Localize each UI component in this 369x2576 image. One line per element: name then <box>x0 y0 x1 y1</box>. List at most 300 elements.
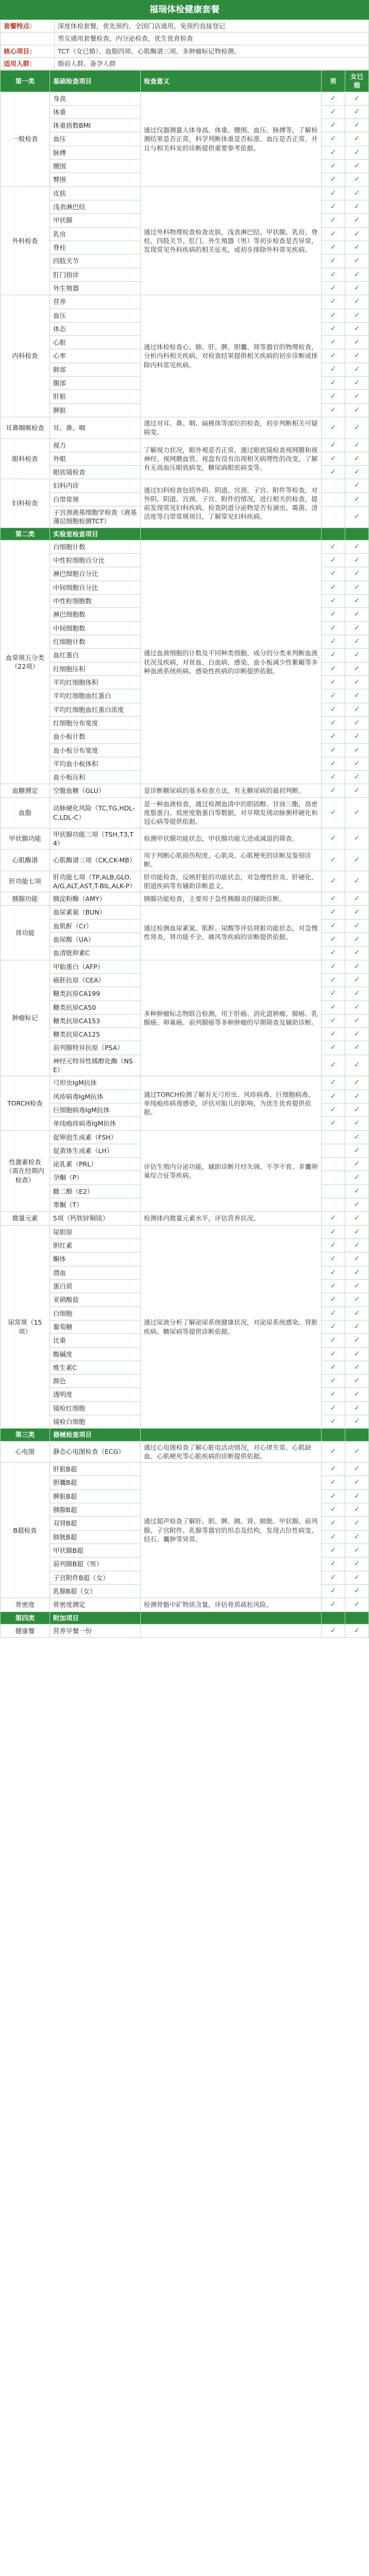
check-icon: ✓ <box>330 423 337 432</box>
exam-item: 红细胞分布宽度 <box>50 716 141 730</box>
exam-item: 皮肤 <box>50 187 141 200</box>
exam-item: 亚硝酸盐 <box>50 1293 141 1307</box>
female-check-cell <box>345 621 369 635</box>
exam-item: 白带常规 <box>50 493 141 506</box>
check-icon: ✓ <box>354 1003 360 1011</box>
exam-group-name: 妇科检查 <box>1 479 50 528</box>
male-check-cell <box>322 581 345 594</box>
exam-item: 膀胱B超 <box>50 1530 141 1544</box>
female-check-cell <box>345 281 369 295</box>
exam-group-name: 血常规五分类（22项） <box>1 540 50 784</box>
check-icon: ✓ <box>354 691 360 700</box>
exam-item: 身高 <box>50 92 141 105</box>
check-icon: ✓ <box>354 1560 360 1568</box>
exam-item: 巨细胞病毒IgM抗体 <box>50 1103 141 1116</box>
check-icon: ✓ <box>330 1505 337 1514</box>
section-col-female: 女已婚 <box>345 71 369 92</box>
exam-item: 前列腺B超（男） <box>50 1557 141 1571</box>
check-icon: ✓ <box>330 134 337 143</box>
check-icon: ✓ <box>354 1241 360 1249</box>
check-icon: ✓ <box>354 569 360 578</box>
female-check-cell <box>345 349 369 363</box>
check-icon: ✓ <box>330 216 337 225</box>
check-icon: ✓ <box>354 392 360 401</box>
male-check-cell <box>322 1517 345 1530</box>
exam-item: 耳、鼻、咽 <box>50 417 141 439</box>
check-icon: ✓ <box>354 1465 360 1473</box>
male-check-cell <box>322 1557 345 1571</box>
female-check-cell <box>345 771 369 784</box>
table-row <box>1 906 369 919</box>
check-icon: ✓ <box>330 379 337 387</box>
check-icon: ✓ <box>354 1132 360 1141</box>
female-check-cell <box>345 479 369 493</box>
check-icon: ✓ <box>354 948 360 957</box>
check-icon: ✓ <box>354 1281 360 1290</box>
female-check-cell <box>345 1055 369 1076</box>
check-icon: ✓ <box>354 1403 360 1412</box>
male-check-cell <box>322 322 345 335</box>
exam-item: 神经元特异性烯醇化酶（NSE） <box>50 1055 141 1076</box>
exam-group-name: 耳鼻咽喉检查 <box>1 417 50 439</box>
exam-item: 血尿酸（UA） <box>50 933 141 946</box>
exam-item: 淋巴细胞百分比 <box>50 567 141 581</box>
exam-item: 糖类抗原CA50 <box>50 1001 141 1014</box>
check-icon: ✓ <box>354 1546 360 1554</box>
female-check-cell <box>345 390 369 403</box>
check-icon: ✓ <box>354 1363 360 1371</box>
male-check-cell <box>322 933 345 946</box>
exam-desc: 通过仪器测量人体身高、体重、腰围、血压、脉搏等，了解检测结果是否正常，科学判断体重是否标准、血压是否正常，并且与相关科室的诊断提供重要参考依据。 <box>141 92 322 187</box>
female-check-cell <box>345 1076 369 1090</box>
check-icon: ✓ <box>354 651 360 659</box>
section-col-desc <box>141 1612 322 1624</box>
check-icon: ✓ <box>354 718 360 727</box>
table-row <box>1 540 369 553</box>
male-check-cell <box>322 1076 345 1090</box>
male-check-cell <box>322 1441 345 1463</box>
check-icon: ✓ <box>354 1160 360 1168</box>
female-check-cell <box>345 1415 369 1429</box>
check-icon: ✓ <box>330 989 337 998</box>
male-check-cell <box>322 554 345 567</box>
exam-item: 酮体 <box>50 1252 141 1266</box>
exam-item: 5项（钙铁锌铜镁） <box>50 1212 141 1225</box>
check-icon: ✓ <box>354 623 360 632</box>
male-check-cell <box>322 1544 345 1557</box>
male-check-cell <box>322 1375 345 1388</box>
male-check-cell <box>322 716 345 730</box>
male-check-cell <box>322 973 345 987</box>
page-title: 福瑞体检健康套餐 <box>0 0 369 20</box>
exam-item: 体重指数BMI <box>50 119 141 132</box>
check-icon: ✓ <box>330 745 337 754</box>
check-icon: ✓ <box>330 338 337 347</box>
exam-group-name: 微量元素 <box>1 1212 50 1225</box>
male-check-cell <box>322 1388 345 1401</box>
check-icon: ✓ <box>330 1016 337 1025</box>
male-check-cell <box>322 675 345 689</box>
check-icon: ✓ <box>354 759 360 768</box>
male-check-cell <box>322 1415 345 1429</box>
table-row <box>1 1130 369 1144</box>
exam-item: 血尿素氮（BUN） <box>50 906 141 919</box>
info-row <box>1 32 369 45</box>
exam-item: 促卵泡生成素（FSH） <box>50 1130 141 1144</box>
exam-item: 乳房 <box>50 227 141 241</box>
male-check-cell <box>322 295 345 309</box>
male-check-cell <box>322 1041 345 1055</box>
female-check-cell <box>345 438 369 452</box>
exam-desc: 是一种血液检查，通过检测血清中的胆固醇、甘油三酯，高密度脂蛋白、低密度脂蛋白等数据，对早期发现动脉粥样硬化和冠心病等提供依据。 <box>141 798 322 828</box>
check-icon: ✓ <box>354 107 360 116</box>
exam-item: 风疹病毒IgM抗体 <box>50 1090 141 1103</box>
check-icon: ✓ <box>354 556 360 565</box>
male-check-cell <box>322 1598 345 1612</box>
check-icon: ✓ <box>330 162 337 171</box>
female-check-cell <box>345 871 369 892</box>
male-check-cell <box>322 1463 345 1476</box>
exam-item: 中间细胞百分比 <box>50 581 141 594</box>
female-check-cell <box>345 1388 369 1401</box>
male-check-cell <box>322 1158 345 1171</box>
female-check-cell <box>345 1090 369 1103</box>
check-icon: ✓ <box>354 1377 360 1385</box>
check-icon: ✓ <box>354 583 360 591</box>
check-icon: ✓ <box>354 1173 360 1182</box>
exam-item: 酸碱度 <box>50 1347 141 1361</box>
male-check-cell <box>322 377 345 390</box>
check-icon: ✓ <box>354 481 360 490</box>
male-check-cell <box>322 255 345 268</box>
exam-group-name: 血糖测定 <box>1 784 50 798</box>
female-check-cell <box>345 554 369 567</box>
exam-group-name: 血脂 <box>1 798 50 828</box>
check-icon: ✓ <box>330 148 337 157</box>
section-col-desc <box>141 528 322 540</box>
exam-item: 中间细胞数 <box>50 621 141 635</box>
check-icon: ✓ <box>354 1532 360 1541</box>
male-check-cell <box>322 493 345 506</box>
exam-item: 平均红细胞体积 <box>50 675 141 689</box>
check-icon: ✓ <box>354 1295 360 1304</box>
table-row <box>1 960 369 973</box>
exam-desc: 肝功能检查，反映肝脏的功能状态，对急慢性肝炎、肝硬化、胆道疾病等有辅助诊断意义。 <box>141 871 322 892</box>
check-icon: ✓ <box>354 1105 360 1114</box>
male-check-cell <box>322 703 345 716</box>
check-icon: ✓ <box>354 175 360 184</box>
check-icon: ✓ <box>354 745 360 754</box>
exam-item: 脊柱 <box>50 241 141 254</box>
table-row <box>1 1598 369 1612</box>
check-icon: ✓ <box>330 175 337 184</box>
check-icon: ✓ <box>330 691 337 700</box>
check-icon: ✓ <box>354 162 360 171</box>
female-check-cell <box>345 1198 369 1212</box>
check-icon: ✓ <box>354 283 360 292</box>
info-row <box>1 20 369 32</box>
female-check-cell <box>345 1212 369 1225</box>
male-check-cell <box>322 241 345 254</box>
table-row <box>1 92 369 105</box>
check-icon: ✓ <box>354 512 360 521</box>
female-check-cell <box>345 92 369 105</box>
male-check-cell <box>322 595 345 608</box>
male-check-cell <box>322 438 345 452</box>
exam-item: 子宫颈液基细胞学检查（液基薄层细胞检测TCT） <box>50 506 141 528</box>
female-check-cell <box>345 1117 369 1130</box>
exam-item: 平均红细胞血红蛋白 <box>50 689 141 703</box>
female-check-cell <box>345 1441 369 1463</box>
check-icon: ✓ <box>354 1078 360 1087</box>
check-icon: ✓ <box>330 1241 337 1249</box>
info-value: 深度体检套餐，优先预约，全国门店通用，免预约直接登记 <box>55 20 369 32</box>
check-icon: ✓ <box>330 786 337 795</box>
check-icon: ✓ <box>330 454 337 463</box>
check-icon: ✓ <box>354 1519 360 1528</box>
male-check-cell <box>322 871 345 892</box>
female-check-cell <box>345 1307 369 1320</box>
female-check-cell <box>345 703 369 716</box>
check-icon: ✓ <box>330 440 337 449</box>
check-icon: ✓ <box>330 229 337 238</box>
check-icon: ✓ <box>330 297 337 306</box>
male-check-cell <box>322 798 345 828</box>
check-icon: ✓ <box>330 1214 337 1223</box>
exam-item: 蛋白质 <box>50 1279 141 1293</box>
check-icon: ✓ <box>330 718 337 727</box>
exam-desc: 检测甲状腺功能状态，甲状腺功能亢进或减退的筛查。 <box>141 828 322 850</box>
male-check-cell <box>322 1090 345 1103</box>
exam-item: 心肌酶谱三项（CK,CK-MB） <box>50 850 141 871</box>
exam-item: 脾脏 <box>50 403 141 417</box>
exam-item: 前列腺特异抗原（PSA） <box>50 1041 141 1055</box>
female-check-cell <box>345 336 369 349</box>
exam-desc: 通过尿液分析了解泌尿系统健康状况，对泌尿系统感染、肾脏疾病、糖尿病等提供诊断依据。 <box>141 1225 322 1429</box>
check-icon: ✓ <box>330 908 337 917</box>
check-icon: ✓ <box>330 542 337 551</box>
male-check-cell <box>322 1584 345 1598</box>
check-icon: ✓ <box>330 1447 337 1456</box>
info-value: 婚前人群、备孕人群 <box>55 57 369 70</box>
section-header <box>1 528 369 540</box>
male-check-cell <box>322 1144 345 1157</box>
male-check-cell <box>322 160 345 173</box>
check-icon: ✓ <box>354 1030 360 1039</box>
exam-item: 营养早餐一份 <box>50 1624 141 1637</box>
check-icon: ✓ <box>330 1377 337 1385</box>
female-check-cell <box>345 960 369 973</box>
table-row <box>1 850 369 871</box>
check-icon: ✓ <box>330 962 337 971</box>
check-icon: ✓ <box>330 243 337 251</box>
exam-group-name: TORCH检查 <box>1 1076 50 1130</box>
female-check-cell <box>345 1266 369 1279</box>
exam-item: 体重 <box>50 105 141 118</box>
female-check-cell <box>345 466 369 479</box>
check-icon: ✓ <box>354 664 360 673</box>
info-key <box>1 32 55 45</box>
exam-item: 体态 <box>50 322 141 335</box>
check-icon: ✓ <box>330 1268 337 1277</box>
exam-item: 甲状腺B超 <box>50 1544 141 1557</box>
exam-desc <box>141 1624 322 1637</box>
female-check-cell <box>345 1293 369 1307</box>
female-check-cell <box>345 581 369 594</box>
exam-group-name: 眼科检查 <box>1 438 50 479</box>
check-icon: ✓ <box>330 1403 337 1412</box>
exam-item: 肝脏B超 <box>50 1463 141 1476</box>
section-col-male <box>322 528 345 540</box>
exam-item: 乳腺B超（女） <box>50 1584 141 1598</box>
check-icon: ✓ <box>354 338 360 347</box>
exam-item: 视力 <box>50 438 141 452</box>
male-check-cell <box>322 119 345 132</box>
male-check-cell <box>322 1503 345 1517</box>
female-check-cell <box>345 363 369 376</box>
male-check-cell <box>322 1307 345 1320</box>
exam-group-name: 肾功能 <box>1 906 50 960</box>
male-check-cell <box>322 363 345 376</box>
female-check-cell <box>345 1158 369 1171</box>
info-value: 男女通用套餐检查，内分泌检查，优生优育检查 <box>55 32 369 45</box>
exam-desc: 通过外科物理检查检查皮肤、浅表淋巴结、甲状腺、乳房、脊柱、四肢关节、肛门、外生殖器（男）等初步检查是否异常，发现常见外科疾病的相关征兆，或初步排除外科常见疾病。 <box>141 187 322 295</box>
male-check-cell <box>322 1001 345 1014</box>
female-check-cell <box>345 132 369 146</box>
exam-item: 甲状腺功能三项（TSH,T3,T4） <box>50 828 141 850</box>
exam-desc: 通过妇科检查包括外阴、阴道、宫颈、子宫、附件等检查，对外阴、阴道、宫颈、子宫、附件的情况，进行相关的检查，提前发现常见妇科疾病。检查阴道分泌物是否有滴虫、霉菌、清洁度等白带常规项目，了解常见妇科疾病。 <box>141 479 322 528</box>
check-icon: ✓ <box>354 297 360 306</box>
check-icon: ✓ <box>354 121 360 130</box>
check-icon: ✓ <box>354 705 360 714</box>
male-check-cell <box>322 621 345 635</box>
check-icon: ✓ <box>354 379 360 387</box>
female-check-cell <box>345 608 369 621</box>
exam-item: 平均血小板体积 <box>50 757 141 770</box>
check-icon: ✓ <box>354 134 360 143</box>
exam-item: 糖类抗原CA125 <box>50 1028 141 1041</box>
male-check-cell <box>322 200 345 214</box>
male-check-cell <box>322 214 345 227</box>
exam-desc: 检测骨骼中矿物质含量，评估骨质疏松风险。 <box>141 1598 322 1612</box>
check-icon: ✓ <box>330 1227 337 1236</box>
check-icon: ✓ <box>330 556 337 565</box>
check-icon: ✓ <box>354 677 360 686</box>
check-icon: ✓ <box>330 1546 337 1554</box>
male-check-cell <box>322 1103 345 1116</box>
exam-item: 妇科内诊 <box>50 479 141 493</box>
male-check-cell <box>322 1225 345 1239</box>
check-icon: ✓ <box>330 392 337 401</box>
exam-item: 透明度 <box>50 1388 141 1401</box>
male-check-cell <box>322 1293 345 1307</box>
exam-item: 中性粒细胞数 <box>50 595 141 608</box>
male-check-cell <box>322 1239 345 1252</box>
female-check-cell <box>345 567 369 581</box>
male-check-cell <box>322 336 345 349</box>
exam-item: 心率 <box>50 349 141 363</box>
female-check-cell <box>345 730 369 743</box>
exam-desc: 通过超声检查了解肝、胆、脾、胰、肾、膀胱、甲状腺、前列腺、子宫附件、乳腺等器官的形态及结构，发现占位性病变、结石、囊肿等异常。 <box>141 1463 322 1598</box>
check-icon: ✓ <box>330 773 337 782</box>
check-icon: ✓ <box>330 1478 337 1487</box>
exam-group-name: 内科检查 <box>1 295 50 417</box>
exam-item: 营养 <box>50 295 141 309</box>
male-check-cell <box>322 828 345 850</box>
check-icon: ✓ <box>330 1560 337 1568</box>
check-icon: ✓ <box>330 1600 337 1609</box>
section-title: 实验室检查项目 <box>50 528 141 540</box>
exam-item: 甲胎蛋白（AFP） <box>50 960 141 973</box>
table-row <box>1 1624 369 1637</box>
female-check-cell <box>345 1347 369 1361</box>
check-icon: ✓ <box>330 257 337 265</box>
male-check-cell <box>322 771 345 784</box>
exam-item: 尿胆原 <box>50 1225 141 1239</box>
check-icon: ✓ <box>330 894 337 903</box>
check-icon: ✓ <box>354 962 360 971</box>
check-icon: ✓ <box>354 808 360 817</box>
check-icon: ✓ <box>330 311 337 319</box>
exam-group-name: 尿常规（15项） <box>1 1225 50 1429</box>
exam-item: 平均红细胞血红蛋白浓度 <box>50 703 141 716</box>
check-icon: ✓ <box>354 1255 360 1263</box>
female-check-cell <box>345 675 369 689</box>
exam-item: 血小板计数 <box>50 730 141 743</box>
check-icon: ✓ <box>354 1505 360 1514</box>
male-check-cell <box>322 743 345 757</box>
exam-item: 潜血 <box>50 1266 141 1279</box>
exam-item: 糖类抗原CA199 <box>50 987 141 1001</box>
section-title: 附加项目 <box>50 1612 141 1624</box>
exam-group-name: 心电图 <box>1 1441 50 1463</box>
male-check-cell <box>322 1014 345 1027</box>
exam-desc: 多种肿瘤标志物联合检测，用于肝癌、消化道肿瘤、肺癌、乳腺癌、卵巢癌、前列腺癌等多种肿瘤的早期筛查及辅助诊断。 <box>141 960 322 1076</box>
check-icon: ✓ <box>354 894 360 903</box>
check-icon: ✓ <box>354 834 360 843</box>
female-check-cell <box>345 1041 369 1055</box>
check-icon: ✓ <box>354 229 360 238</box>
check-icon: ✓ <box>354 324 360 333</box>
exam-group-name: 甲状腺功能 <box>1 828 50 850</box>
male-check-cell <box>322 730 345 743</box>
section-header <box>1 1429 369 1441</box>
female-check-cell <box>345 1489 369 1503</box>
female-check-cell <box>345 798 369 828</box>
check-icon: ✓ <box>354 216 360 225</box>
male-check-cell <box>322 417 345 439</box>
check-icon: ✓ <box>330 1336 337 1345</box>
check-icon: ✓ <box>354 468 360 477</box>
exam-item: 镜检白细胞 <box>50 1415 141 1429</box>
male-check-cell <box>322 1347 345 1361</box>
table-row <box>1 784 369 798</box>
male-check-cell <box>322 479 345 493</box>
table-row <box>1 438 369 452</box>
check-icon: ✓ <box>330 365 337 374</box>
check-icon: ✓ <box>354 989 360 998</box>
male-check-cell <box>322 567 345 581</box>
female-check-cell <box>345 1624 369 1637</box>
check-icon: ✓ <box>354 257 360 265</box>
check-icon: ✓ <box>330 1309 337 1317</box>
female-check-cell <box>345 1279 369 1293</box>
check-icon: ✓ <box>354 1092 360 1100</box>
check-icon: ✓ <box>354 597 360 605</box>
male-check-cell <box>322 649 345 662</box>
female-check-cell <box>345 892 369 906</box>
check-icon: ✓ <box>330 189 337 197</box>
